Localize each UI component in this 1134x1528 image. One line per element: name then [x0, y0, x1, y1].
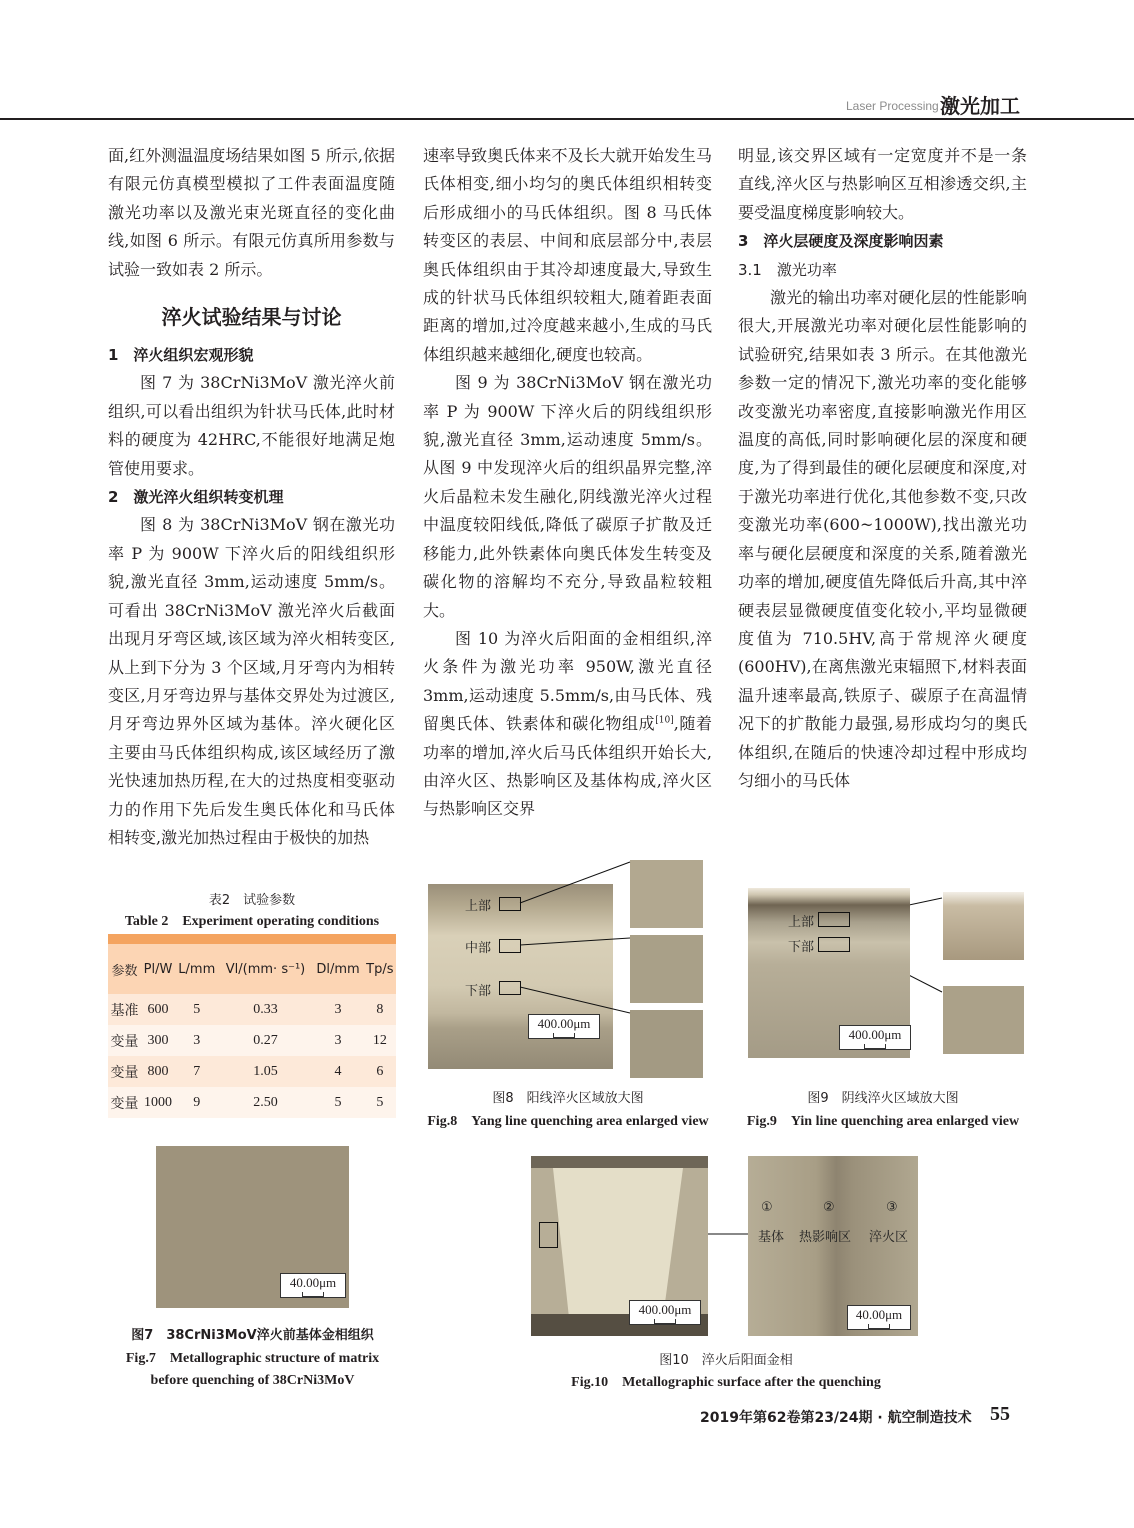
table-header-cell: L/mm [175, 944, 219, 994]
footer-issue: 2019年第62卷第23/24期 · 航空制造技术 [700, 1410, 972, 1426]
paragraph-part: 图 10 为淬火后阳面的金相组织,淬火条件为激光功率 950W,激光直径 3mm,运动速度 5.5mm/s,由马氏体、残留奥氏体、铁素体和碳化物组成 [423, 628, 712, 734]
reference-marker: [10] [655, 715, 674, 726]
paragraph: 面,红外测温温度场结果如图 5 所示,依据有限元仿真模型模拟了工件表面温度随激光功率以及激光束光斑直径的变化曲线,如图 6 所示。有限元仿真所用参数与试验一致如表 2 所示。 [108, 146, 395, 279]
table-cell: 0.33 [219, 994, 313, 1025]
heading-2: 2 激光淬火组织转变机理 [108, 488, 284, 507]
paragraph: 激光的输出功率对硬化层的性能影响很大,开展激光功率对硬化层性能影响的试验研究,结果如表 3 所示。在其他激光参数一定的情况下,激光功率的变化能够改变激光功率密度,直接影响激光作用区温度的高低,同时影响硬化层的深度和硬度,为了得到最佳的硬化层硬度和深度,对于激光功率进行优化,其他参数不变,只改变激光功率(600~1000W),找出激光功率与硬化层硬度和深度的关系,随着激光功率的增加,硬度值先降低后升高,其中淬硬表层显微硬度值变化较小,平均显微硬度值为 710.5HV,高于常规淬火硬度(600HV),在离焦激光束辐照下,材料表面温升速率最高,铁原子、碳原子在高温情况下的扩散能力最强,易形成均匀的奥氏体组织,在随后的快速冷却过程中形成均匀细小的马氏体 [738, 288, 1027, 790]
fig8-caption-en: Fig.8 Yang line quenching area enlarged view [427, 1114, 709, 1129]
scale-bar [839, 1025, 911, 1050]
region-label: 中部 [465, 941, 492, 956]
fig9-caption-en: Fig.9 Yin line quenching area enlarged view [746, 1114, 1020, 1129]
section-title: 淬火试验结果与讨论 [161, 305, 342, 330]
table-cell: 8 [364, 994, 396, 1025]
fig8-caption-cn: 图8 阳线淬火区域放大图 [492, 1091, 644, 1106]
table-cell: 基准 [108, 994, 141, 1025]
table-cell: 5 [175, 994, 219, 1025]
table-cell: 3 [312, 1025, 363, 1056]
fig10-macro-image [531, 1156, 708, 1336]
scale-label: 400.00μm [537, 1016, 591, 1031]
table-cell: 2.50 [219, 1087, 313, 1118]
fig7-caption-en: before quenching of 38CrNi3MoV [150, 1373, 355, 1388]
heading-3: 3 淬火层硬度及深度影响因素 [738, 232, 944, 251]
table2-title-en: Table 2 Experiment operating conditions [124, 914, 380, 929]
table-cell: 6 [364, 1056, 396, 1087]
paragraph: 图 8 为 38CrNi3MoV 钢在激光功率 P 为 900W 下淬火后的阳线组织形貌,激光直径 3mm,运动速度 5mm/s。可看出 38CrNi3MoV 激光淬火后截面出现月牙弯区域,该区域为淬火相转变区,从上到下分为 3 个区域,月牙弯内为相转变区,月牙弯边界与基体交界处为过渡区,月牙弯边界外区域为基体。淬火硬化区主要由马氏体组织构成,该区域经历了激光快速加热历程,在大的过热度相变驱动力的作用下先后发生奥氏体化和马氏体相转变,激光加热过程由于极快的加热 [108, 515, 395, 847]
zone-number: ① [761, 1200, 773, 1215]
fig7-caption-en: Fig.7 Metallographic structure of matrix [125, 1351, 380, 1366]
paragraph: 图 7 为 38CrNi3MoV 激光淬火前组织,可以看出组织为针状马氏体,此时材料的硬度为 42HRC,不能很好地满足炮管使用要求。 [108, 373, 395, 478]
table-header-cell: Pl/W [141, 944, 175, 994]
table-header-cell: 参数 [108, 944, 141, 994]
table-cell: 变量 [108, 1087, 141, 1118]
fig9-zoom-top [943, 892, 1024, 960]
region-box [539, 1222, 558, 1248]
zone-label: 淬火区 [869, 1230, 909, 1245]
paragraph-part: ,随着功率的增加,淬火后马氏体组织开始长大,由淬火区、热影响区及基体构成,淬火区与热影响区交界 [423, 714, 712, 819]
fig10-caption-cn: 图10 淬火后阳面金相 [659, 1353, 793, 1368]
zone-label: 基体 [758, 1230, 785, 1245]
fig9-caption-cn: 图9 阴线淬火区域放大图 [807, 1091, 959, 1106]
fig10-caption-en: Fig.10 Metallographic surface after the quenching [571, 1375, 881, 1390]
page-number: 55 [990, 1403, 1010, 1425]
table-cell: 3 [312, 994, 363, 1025]
image-band [531, 1156, 708, 1168]
scale-bar [847, 1305, 911, 1330]
region-box [818, 937, 850, 952]
table-cell: 300 [141, 1025, 175, 1056]
scale-bar [280, 1273, 346, 1298]
table-cell: 1.05 [219, 1056, 313, 1087]
table-cell: 0.27 [219, 1025, 313, 1056]
table-cell: 4 [312, 1056, 363, 1087]
header-english: Laser Processing [846, 99, 939, 113]
zone-label: 热影响区 [799, 1230, 852, 1245]
scale-label: 40.00μm [855, 1307, 903, 1322]
table-header-cell: Tp/s [364, 944, 396, 994]
paragraph: 速率导致奥氏体来不及长大就开始发生马氏体相变,细小均匀的奥氏体组织相转变后形成细小的马氏体组织。图 8 马氏体转变区的表层、中间和底层部分中,表层奥氏体组织由于其冷却速度最大,导致生成的针状马氏体组织较粗大,随着距表面距离的增加,过冷度越来越小,生成的马氏体组织越来越细化,硬度也较高。 [423, 146, 712, 364]
scale-label: 400.00μm [638, 1302, 692, 1317]
header-chinese: 激光加工 [940, 94, 1020, 118]
region-label: 上部 [465, 899, 492, 914]
table-cell: 5 [312, 1087, 363, 1118]
scale-label: 400.00μm [848, 1027, 902, 1042]
table-cell: 3 [175, 1025, 219, 1056]
heading-3-1: 3.1 激光功率 [738, 260, 837, 279]
table-cell: 800 [141, 1056, 175, 1087]
table-cell: 12 [364, 1025, 396, 1056]
quench-zone-shape [553, 1168, 683, 1314]
fig7-micrograph [156, 1146, 349, 1308]
fig9-zoom-bottom [943, 986, 1024, 1054]
zone-number: ② [823, 1200, 835, 1215]
table2-title-cn: 表2 试验参数 [208, 893, 296, 908]
paragraph: 明显,该交界区域有一定宽度并不是一条直线,淬火区与热影响区互相渗透交织,主要受温度梯度影响较大。 [738, 146, 1027, 222]
region-label: 上部 [788, 915, 815, 930]
table-cell: 7 [175, 1056, 219, 1087]
region-label: 下部 [788, 940, 815, 955]
fig10-micrograph [748, 1156, 918, 1336]
table-cell: 600 [141, 994, 175, 1025]
table-cell: 9 [175, 1087, 219, 1118]
scale-bar [629, 1300, 701, 1325]
table-cell: 变量 [108, 1025, 141, 1056]
table-cell: 1000 [141, 1087, 175, 1118]
region-box [818, 912, 850, 927]
zone-number: ③ [886, 1200, 898, 1215]
heading-1: 1 淬火组织宏观形貌 [108, 346, 254, 365]
fig9-macro-image [748, 888, 910, 1058]
region-label: 下部 [465, 984, 492, 999]
table-header-cell: Dl/mm [312, 944, 363, 994]
fig7-caption-cn: 图7 38CrNi3MoV淬火前基体金相组织 [131, 1328, 374, 1343]
table-cell: 5 [364, 1087, 396, 1118]
table-header-cell: Vl/(mm· s⁻¹) [219, 944, 313, 994]
paragraph: 图 9 为 38CrNi3MoV 钢在激光功率 P 为 900W 下淬火后的阴线组织形貌,激光直径 3mm,运动速度 5mm/s。从图 9 中发现淬火后的组织晶界完整,淬火后晶粒未发生融化,阴线激光淬火过程中温度较阳线低,降低了碳原子扩散及迁移能力,此外铁素体向奥氏体发生转变及碳化物的溶解均不充分,导致晶粒较粗大。 [423, 373, 712, 620]
scale-label: 40.00μm [289, 1275, 337, 1290]
table-cell: 变量 [108, 1056, 141, 1087]
